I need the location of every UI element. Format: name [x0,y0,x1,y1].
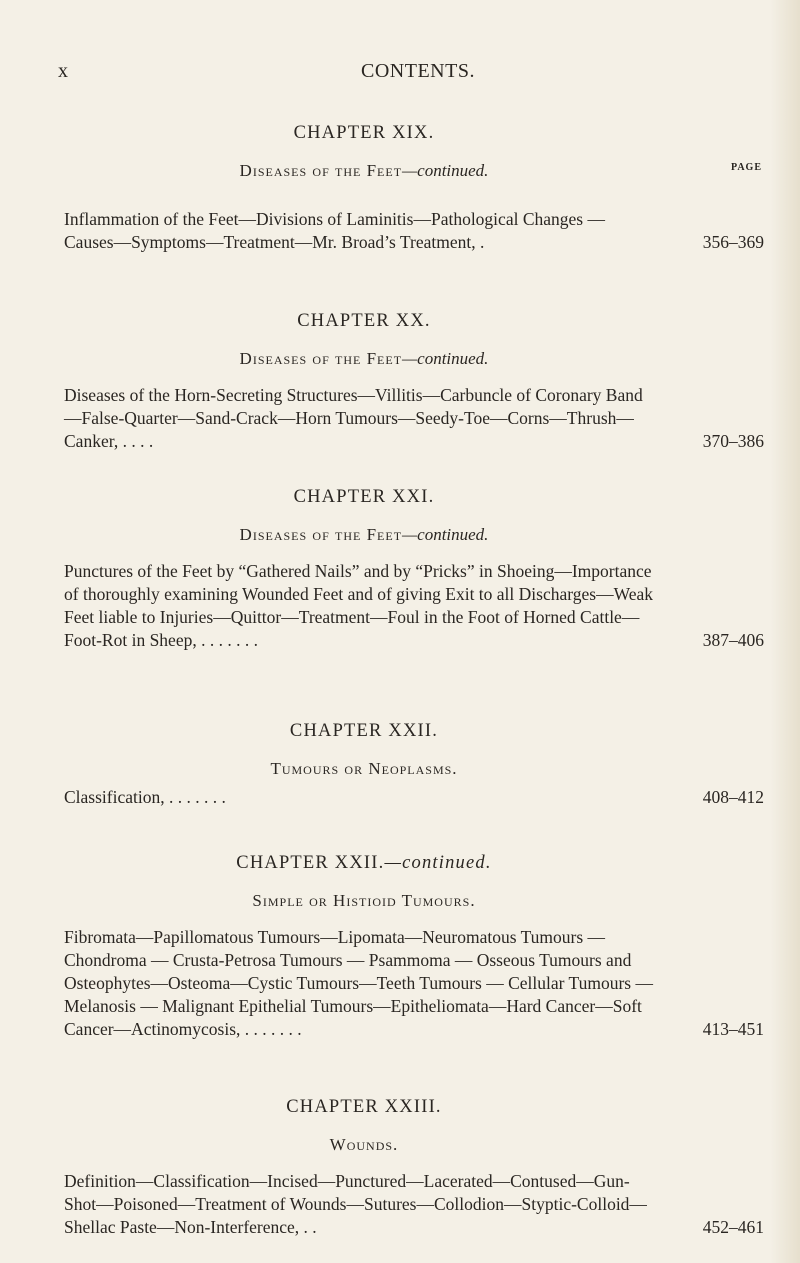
chapter-subtitle: Diseases of the Feet—continued. [239,349,489,368]
chapter-xxi [64,484,764,652]
contents-entry [64,384,764,453]
chapter-heading: CHAPTER XIX. [293,123,435,143]
entry-text: Punctures of the Feet by “Gathered Nails” and by “Pricks” in Shoeing—Importance of thoroughly examining Wounded Feet and of giving Exit to all Discharges—Weak Feet liable to Injuries—Quittor—Treatment—Foul in the Foot of Horned Cattle—Foot-Rot in Sheep, . . . . . . . [64,561,653,650]
contents-entry [64,560,764,652]
chapter-xxiii [64,1094,764,1239]
chapter-heading: CHAPTER XXII. [289,721,439,741]
page-folio: x [58,60,69,82]
entry-pages: 387–406 [702,630,764,650]
entry-text: Inflammation of the Feet—Divisions of Laminitis—Pathological Changes —Causes—Symptoms—Treatment—Mr. Broad’s Treatment, . [64,209,605,252]
chapter-xix [64,120,764,254]
contents-entry [64,786,764,809]
entry-text: Fibromata—Papillomatous Tumours—Lipomata—Neuromatous Tumours —Chondroma — Crusta-Petrosa Tumours — Psammoma — Osseous Tumours and Osteophytes—Osteoma—Cystic Tumours—Teeth Tumours — Cellular Tumours — Melanosis — Malignant Epithelial Tumours—Epitheliomata—Hard Cancer—Soft Cancer—Actinomycosis, . . . . . . . [64,927,653,1039]
entry-text: Classification, . . . . . . . [64,787,226,807]
entry-text: Diseases of the Horn-Secreting Structures—Villitis—Carbuncle of Coronary Band—False-Quarter—Sand-Crack—Horn Tumours—Seedy-Toe—Corns—Thrush—Canker, . . . . [64,385,643,451]
contents-entry [64,208,764,254]
entry-pages: 408–412 [702,787,764,807]
page-edge-shadow [770,0,800,1263]
chapter-subtitle: Simple or Histioid Tumours. [252,891,476,910]
entry-pages: 452–461 [702,1217,764,1237]
chapter-heading: CHAPTER XXII.—continued. [236,853,492,873]
chapter-subtitle: Diseases of the Feet—continued. [239,161,489,180]
entry-pages: 413–451 [702,1019,764,1039]
page-column-label: PAGE [730,162,762,173]
running-title: CONTENTS. [361,60,475,82]
chapter-subtitle: Wounds. [329,1135,399,1154]
entry-text: Definition—Classification—Incised—Punctured—Lacerated—Contused—Gun-Shot—Poisoned—Treatment of Wounds—Sutures—Collodion—Styptic-Colloid—Shellac Paste—Non-Interference, . . [64,1171,647,1237]
running-head [58,60,758,84]
chapter-heading: CHAPTER XX. [297,311,431,331]
chapter-xx [64,308,764,453]
contents-entry [64,926,764,1041]
chapter-subtitle: Tumours or Neoplasms. [270,759,458,778]
entry-pages: 356–369 [702,232,764,252]
chapter-subtitle: Diseases of the Feet—continued. [239,525,489,544]
chapter-xxii [64,718,764,809]
entry-pages: 370–386 [702,431,764,451]
chapter-xxii-continued [64,850,764,1041]
chapter-heading: CHAPTER XXIII. [286,1097,442,1117]
contents-entry [64,1170,764,1239]
chapter-heading: CHAPTER XXI. [293,487,435,507]
